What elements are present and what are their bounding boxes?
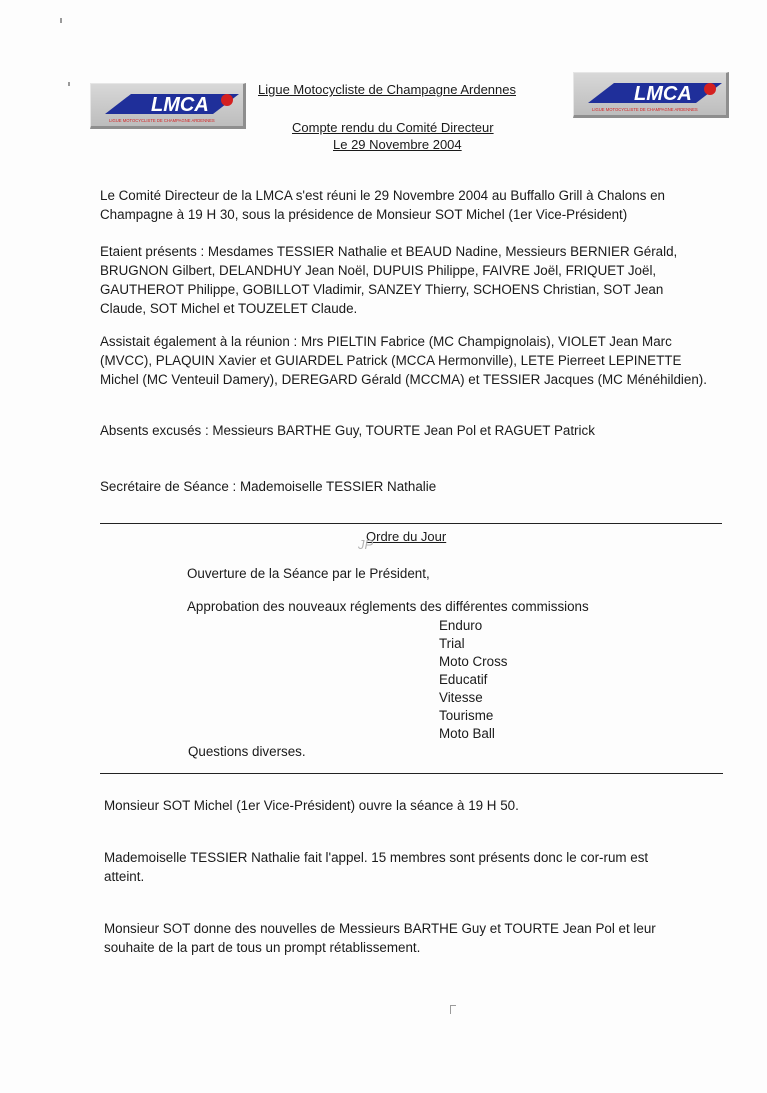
divider-bottom: [100, 773, 723, 774]
org-name: Ligue Motocycliste de Champagne Ardennes: [258, 82, 516, 97]
logo-tagline: LIGUE MOTOCYCLISTE DE CHAMPAGNE ARDENNES: [109, 118, 215, 123]
rollcall-paragraph: Mademoiselle TESSIER Nathalie fait l'appel. 15 membres sont présents donc le cor-rum est atteint.: [104, 850, 649, 884]
agenda-item-questions: Questions diverses.: [188, 744, 306, 759]
attendees-paragraph: Assistait également à la réunion : Mrs PIELTIN Fabrice (MC Champignolais), VIOLET Jean Marc (MVCC), PLAQUIN Xavier et GUIARDEL Patrick (MCCA Hermonville), LETE Pierreet LEPINETTE Michel (MC Venteuil Damery), DEREGARD Gérald (MCCMA) et TESSIER Jacques (MC Ménéhildien).: [100, 334, 707, 387]
lmca-logo-graphic: [91, 84, 243, 126]
agenda-item-approval: Approbation des nouveaux réglements des différentes commissions: [187, 599, 589, 614]
meeting-paragraph: Le Comité Directeur de la LMCA s'est réuni le 29 Novembre 2004 au Buffallo Grill à Chalons en Champagne à 19 H 30, sous la présidence de Monsieur SOT Michel (1er Vice-Président): [100, 188, 666, 222]
document-date: Le 29 Novembre 2004: [333, 137, 462, 152]
secretary-paragraph: Secrétaire de Séance : Mademoiselle TESSIER Nathalie: [100, 479, 437, 494]
logo-text: LMCA: [151, 94, 209, 116]
agenda-title: Ordre du Jour: [366, 529, 447, 544]
logo-text: LMCA: [634, 83, 692, 105]
commission-item: Educatif: [439, 672, 488, 687]
lmca-logo-graphic: [574, 73, 726, 115]
present-paragraph: Etaient présents : Mesdames TESSIER Nathalie et BEAUD Nadine, Messieurs BERNIER Gérald, BRUGNON Gilbert, DELANDHUY Jean Noël, DUPUIS Philippe, FAIVRE Joël, FRIQUET Joël, GAUTHEROT Philippe, GOBILLOT Vladimir, SANZEY Thierry, SCHOENS Christian, SOT Jean Claude, SOT Michel et TOUZELET Claude.: [100, 244, 678, 316]
commission-item: Moto Ball: [439, 726, 495, 741]
commission-item: Trial: [439, 636, 465, 651]
absent-paragraph: Absents excusés : Messieurs BARTHE Guy, TOURTE Jean Pol et RAGUET Patrick: [100, 423, 595, 438]
commission-item: Vitesse: [439, 690, 483, 705]
scan-speck: [68, 82, 70, 86]
scan-speck: [450, 1005, 451, 1014]
opening-paragraph: Monsieur SOT Michel (1er Vice-Président) ouvre la séance à 19 H 50.: [104, 798, 519, 813]
wishes-paragraph: Monsieur SOT donne des nouvelles de Messieurs BARTHE Guy et TOURTE Jean Pol et leur souhaite de la part de tous un prompt rétablissement.: [104, 921, 656, 955]
scan-speck: [450, 1005, 456, 1006]
document-title: Compte rendu du Comité Directeur: [292, 120, 494, 135]
scan-speck: [60, 18, 62, 23]
commission-item: Tourisme: [439, 708, 494, 723]
lmca-logo-right: [573, 72, 729, 118]
logo-tagline: LIGUE MOTOCYCLISTE DE CHAMPAGNE ARDENNES: [592, 107, 698, 112]
watermark-stamp: JP: [358, 537, 374, 552]
agenda-item-opening: Ouverture de la Séance par le Président,: [187, 566, 430, 581]
divider-top: [100, 523, 722, 524]
lmca-logo-left: [90, 83, 246, 129]
commission-item: Enduro: [439, 618, 483, 633]
commission-item: Moto Cross: [439, 654, 508, 669]
